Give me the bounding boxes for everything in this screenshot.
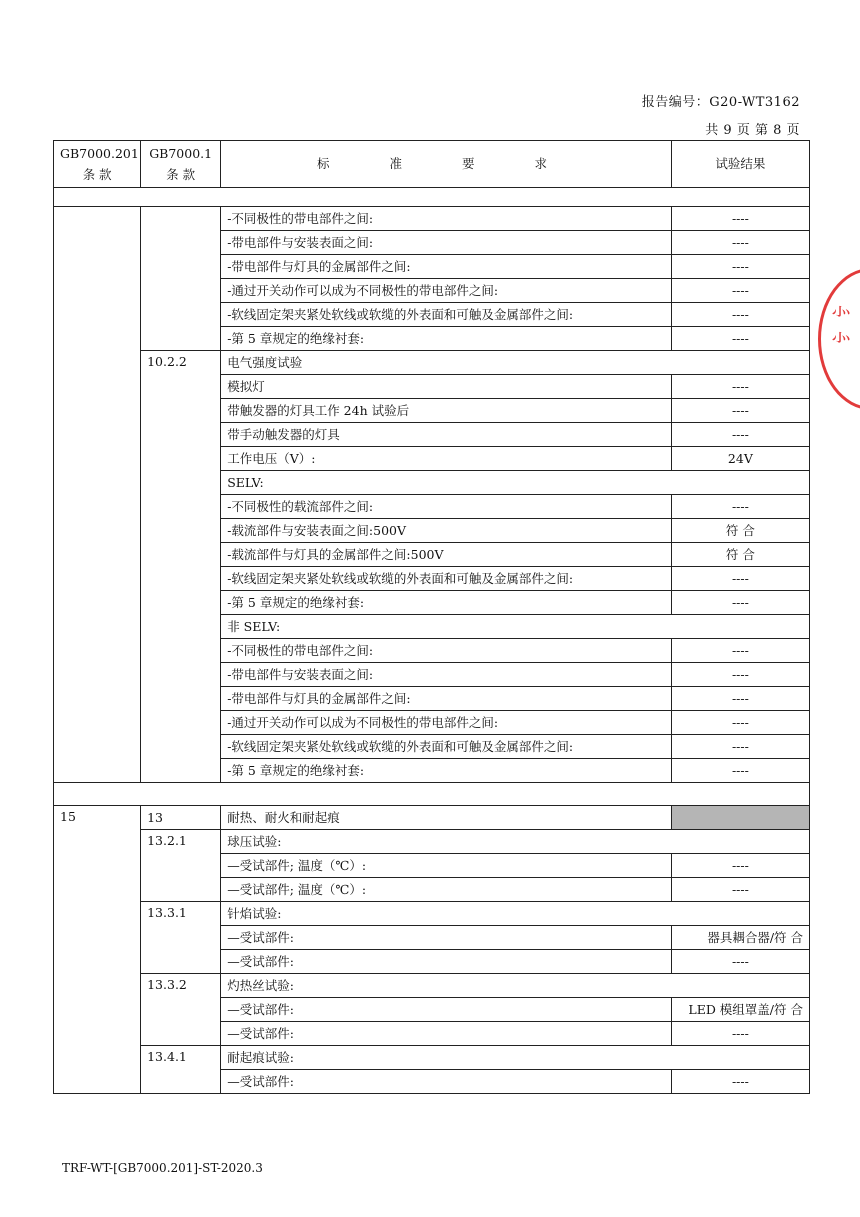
result-value: ---- xyxy=(671,878,809,902)
result-value: ---- xyxy=(671,591,809,615)
result-value: ---- xyxy=(671,567,809,591)
clause-code: 13.4.1 xyxy=(141,1046,221,1094)
requirement-text: 工作电压（V）: xyxy=(221,447,672,471)
col-header-result: 试验结果 xyxy=(671,141,809,188)
requirement-text: -第 5 章规定的绝缘衬套: xyxy=(221,591,672,615)
section-title: 耐热、耐火和耐起痕 xyxy=(221,806,672,830)
requirement-text: -带电部件与灯具的金属部件之间: xyxy=(221,687,672,711)
requirement-text: —受试部件: xyxy=(221,1070,672,1094)
requirement-text: -带电部件与安装表面之间: xyxy=(221,231,672,255)
footer-code: TRF-WT-[GB7000.201]-ST-2020.3 xyxy=(62,1161,263,1175)
clause-code: 13 xyxy=(141,806,221,830)
section-title-row xyxy=(54,974,810,998)
section-title-row xyxy=(54,902,810,926)
requirement-text: -不同极性的带电部件之间: xyxy=(221,639,672,663)
requirement-text: 模拟灯 xyxy=(221,375,672,399)
clause-code: 10.2.2 xyxy=(141,351,221,783)
section-title-row xyxy=(54,1046,810,1070)
requirement-text: -软线固定架夹紧处软线或软缆的外表面和可触及金属部件之间: xyxy=(221,303,672,327)
clause-code: 13.3.1 xyxy=(141,902,221,974)
requirement-text: 带触发器的灯具工作 24h 试验后 xyxy=(221,399,672,423)
requirement-text: -软线固定架夹紧处软线或软缆的外表面和可触及金属部件之间: xyxy=(221,735,672,759)
spacer-row xyxy=(54,188,810,207)
section-title: SELV: xyxy=(221,471,810,495)
group-heat-fire-tracking xyxy=(54,806,810,1094)
requirement-text: -不同极性的带电部件之间: xyxy=(221,207,672,231)
clause-code: 13.3.2 xyxy=(141,974,221,1046)
result-value: ---- xyxy=(671,735,809,759)
requirement-text: -通过开关动作可以成为不同极性的带电部件之间: xyxy=(221,279,672,303)
requirement-text: -第 5 章规定的绝缘衬套: xyxy=(221,327,672,351)
requirement-text: 带手动触发器的灯具 xyxy=(221,423,672,447)
result-value: ---- xyxy=(671,423,809,447)
result-value: ---- xyxy=(671,231,809,255)
result-value: 符 合 xyxy=(671,543,809,567)
section-title: 非 SELV: xyxy=(221,615,810,639)
result-value: ---- xyxy=(671,279,809,303)
clause-cell-empty xyxy=(141,207,221,351)
table-header-row xyxy=(54,141,810,188)
result-shaded-cell xyxy=(671,806,809,830)
group-electric-strength xyxy=(54,207,810,783)
col-header-gb7000-1: GB7000.1 条 款 xyxy=(141,141,221,188)
col-header-gb7000-201: GB7000.201 条 款 xyxy=(54,141,141,188)
requirement-text: -通过开关动作可以成为不同极性的带电部件之间: xyxy=(221,711,672,735)
requirement-text: —受试部件; 温度（℃）: xyxy=(221,878,672,902)
requirement-text: -第 5 章规定的绝缘衬套: xyxy=(221,759,672,783)
spacer-row xyxy=(54,783,810,806)
clause-code: 13.2.1 xyxy=(141,830,221,902)
clause-cell-empty xyxy=(54,207,141,783)
result-value: ---- xyxy=(671,950,809,974)
requirement-text: -带电部件与灯具的金属部件之间: xyxy=(221,255,672,279)
requirement-text: -载流部件与灯具的金属部件之间:500V xyxy=(221,543,672,567)
table-row xyxy=(54,207,810,231)
section-title-row xyxy=(54,351,810,375)
result-value: 24V xyxy=(671,447,809,471)
result-value: ---- xyxy=(671,327,809,351)
col-header-requirement: 标 准 要 求 xyxy=(221,141,672,188)
result-value: 符 合 xyxy=(671,519,809,543)
requirement-text: -软线固定架夹紧处软线或软缆的外表面和可触及金属部件之间: xyxy=(221,567,672,591)
result-value: 器具耦合器/符 合 xyxy=(671,926,809,950)
result-value: ---- xyxy=(671,687,809,711)
result-value: ---- xyxy=(671,759,809,783)
clause-code: 15 xyxy=(54,806,141,1094)
requirement-text: -不同极性的载流部件之间: xyxy=(221,495,672,519)
requirement-text: -带电部件与安装表面之间: xyxy=(221,663,672,687)
result-value: ---- xyxy=(671,207,809,231)
section-title: 灼热丝试验: xyxy=(221,974,810,998)
result-value: ---- xyxy=(671,711,809,735)
page-info: 共 9 页 第 8 页 xyxy=(705,123,800,138)
result-value: LED 模组罩盖/符 合 xyxy=(671,998,809,1022)
section-title: 耐起痕试验: xyxy=(221,1046,810,1070)
section-title-row xyxy=(54,806,810,830)
result-value: ---- xyxy=(671,255,809,279)
requirement-text: —受试部件; 温度（℃）: xyxy=(221,854,672,878)
result-value: ---- xyxy=(671,1022,809,1046)
result-value: ---- xyxy=(671,639,809,663)
requirement-text: —受试部件: xyxy=(221,1022,672,1046)
requirement-text: —受试部件: xyxy=(221,950,672,974)
section-title: 电气强度试验 xyxy=(221,351,810,375)
report-number: 报告编号：G20-WT3162 xyxy=(641,95,800,110)
requirement-text: —受试部件: xyxy=(221,998,672,1022)
requirement-text: -载流部件与安装表面之间:500V xyxy=(221,519,672,543)
section-title: 球压试验: xyxy=(221,830,810,854)
result-value: ---- xyxy=(671,399,809,423)
result-value: ---- xyxy=(671,375,809,399)
result-value: ---- xyxy=(671,303,809,327)
result-value: ---- xyxy=(671,663,809,687)
requirement-text: —受试部件: xyxy=(221,926,672,950)
result-value: ---- xyxy=(671,854,809,878)
result-value: ---- xyxy=(671,1070,809,1094)
result-value: ---- xyxy=(671,495,809,519)
stamp-seal-mark: ⺗ ⺗ xyxy=(830,296,853,347)
section-title-row xyxy=(54,830,810,854)
report-table xyxy=(53,140,810,1094)
section-title: 针焰试验: xyxy=(221,902,810,926)
